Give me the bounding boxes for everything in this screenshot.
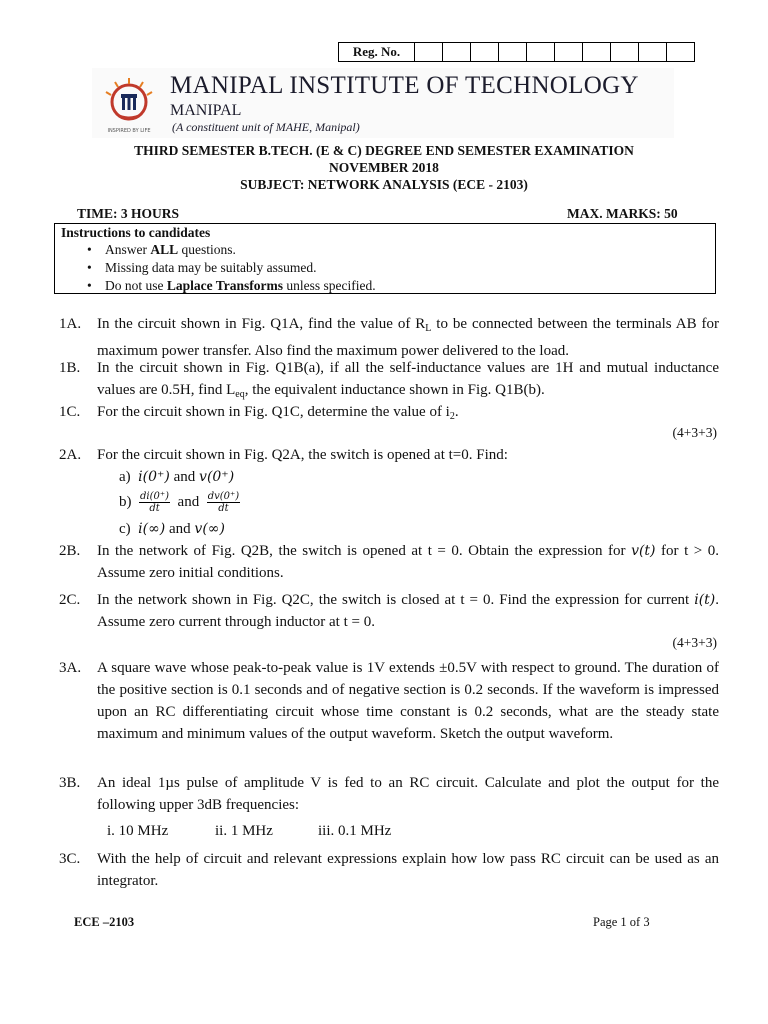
question-3b-option: ii. 1 MHz: [215, 823, 273, 839]
question-number: 1A.: [59, 316, 82, 332]
emblem-motto: INSPIRED BY LIFE: [107, 128, 151, 134]
question-1b-text: In the circuit shown in Fig. Q1B(a), if all the self-inductance values are 1H and mutual inductance values are 0.5H, find $L_{eq}$, the equivalent inductance shown in Fig. Q1B(b).: [97, 360, 719, 400]
exam-max-marks: MAX. MARKS: 50: [567, 206, 678, 221]
question-number: 2A.: [59, 447, 82, 463]
exam-title: THIRD SEMESTER B.TECH. (E & C) DEGREE END SEMESTER EXAMINATION: [134, 143, 634, 158]
question-number: 3C.: [59, 851, 81, 867]
question-3b-text: An ideal 1µs pulse of amplitude V is fed to an RC circuit. Calculate and plot the output for the following upper 3dB frequencies:: [97, 775, 719, 813]
question-3a-text: A square wave whose peak-to-peak value is 1V extends ±0.5V with respect to ground. The duration of the positive section is 0.1 seconds and of negative section is 0.2 seconds. If the waveform is impressed upon an RC differentiating circuit whose time constant is 0.2 seconds, what are the steady state maximum and minimum values of the output waveform. Sketch the output waveform.: [97, 660, 719, 742]
institute-header: [92, 68, 674, 138]
reg-no-cell: [499, 43, 527, 62]
question-2a-part-a: a) i(0⁺) and v(0⁺): [119, 469, 235, 485]
institute-city: MANIPAL: [170, 102, 242, 119]
question-2a-text: For the circuit shown in Fig. Q2A, the switch is opened at t=0. Find:: [97, 447, 508, 463]
reg-no-cell: [555, 43, 583, 62]
question-number: 3A.: [59, 660, 82, 676]
question-number: 1C.: [59, 404, 81, 420]
instruction-item: • Missing data may be suitably assumed.: [105, 259, 376, 277]
question-2b-text: In the network of Fig. Q2B, the switch is opened at t = 0. Obtain the expression for v(t) for t > 0. Assume zero initial conditions.: [97, 543, 719, 581]
reg-no-cell: [527, 43, 555, 62]
question-marks: (4+3+3): [672, 425, 717, 440]
reg-no-cell: [415, 43, 443, 62]
institute-unit: (A constituent unit of MAHE, Manipal): [172, 120, 360, 134]
exam-subject: SUBJECT: NETWORK ANALYSIS (ECE - 2103): [240, 177, 528, 192]
question-2c-text: In the network shown in Fig. Q2C, the switch is closed at t = 0. Find the expression for current i(t). Assume zero current through inductor at t = 0.: [97, 592, 719, 630]
question-number: 2C.: [59, 592, 81, 608]
footer-page-number: Page 1 of 3: [593, 915, 650, 929]
instructions-list: [55, 241, 376, 295]
question-number: 1B.: [59, 360, 81, 376]
reg-no-cell: [667, 43, 695, 62]
question-2a-part-c: c) i(∞) and v(∞): [119, 521, 225, 537]
question-3b-option: iii. 0.1 MHz: [318, 823, 392, 839]
reg-no-cell: [611, 43, 639, 62]
institute-emblem-icon: [98, 74, 160, 136]
instructions-box: [54, 223, 716, 294]
instructions-title: Instructions to candidates: [61, 225, 211, 240]
question-3c-text: With the help of circuit and relevant expressions explain how low pass RC circuit can be used as an integrator.: [97, 851, 719, 889]
instruction-item: • Do not use Laplace Transforms unless specified.: [105, 277, 376, 295]
question-number: 3B.: [59, 775, 81, 791]
reg-no-cell: [583, 43, 611, 62]
fraction: $\frac{dv(0^+)}{dt}$: [207, 491, 240, 515]
exam-time: TIME: 3 HOURS: [77, 206, 180, 221]
instruction-item: • Answer ALL questions.: [105, 241, 376, 259]
question-3b-option: i. 10 MHz: [107, 823, 169, 839]
reg-no-label: Reg. No.: [339, 43, 415, 62]
exam-month: NOVEMBER 2018: [329, 160, 439, 175]
reg-no-cell: [639, 43, 667, 62]
institute-name: MANIPAL INSTITUTE OF TECHNOLOGY: [170, 72, 639, 99]
reg-no-box: [338, 42, 695, 62]
question-2a-part-b: b) $\frac{di(0^+)}{dt}$ and $\frac{dv(0^+)}{dt}$: [119, 491, 240, 515]
fraction: $\frac{di(0^+)}{dt}$: [140, 491, 170, 515]
reg-no-cell: [443, 43, 471, 62]
footer-course-code: ECE –2103: [74, 915, 135, 929]
question-1c-text: For the circuit shown in Fig. Q1C, determine the value of $i_2$.: [97, 404, 459, 422]
question-number: 2B.: [59, 543, 81, 559]
question-marks: (4+3+3): [672, 635, 717, 650]
question-1a-text: In the circuit shown in Fig. Q1A, find the value of $R_L$ to be connected between the terminals AB for maximum power transfer. Also find the maximum power delivered to the load.: [97, 316, 719, 359]
reg-no-cell: [471, 43, 499, 62]
